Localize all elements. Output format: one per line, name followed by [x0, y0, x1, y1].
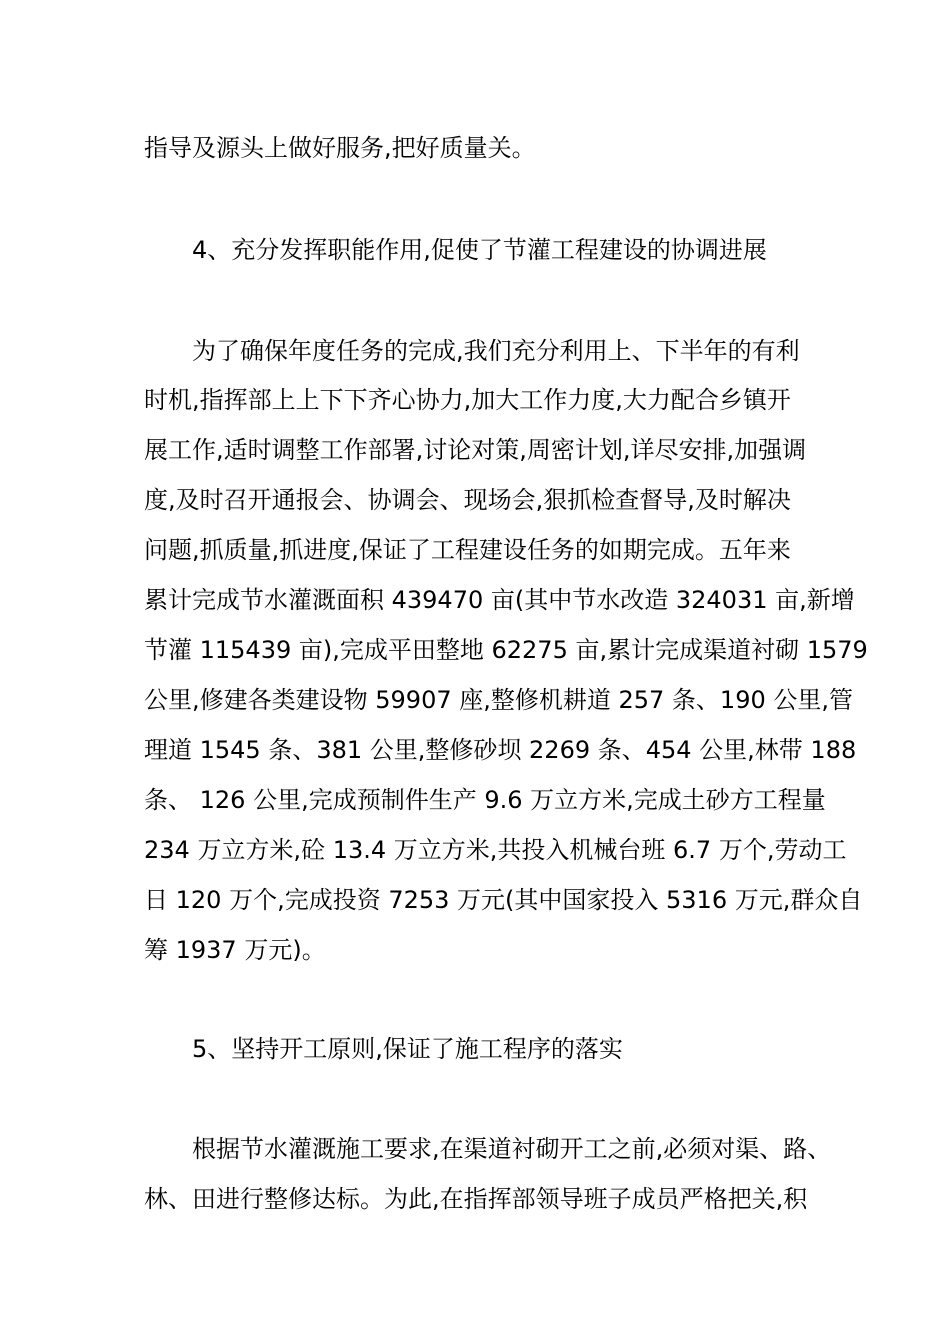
- paragraph-line: 展工作,适时调整工作部署,讨论对策,周密计划,详尽安排,加强调: [144, 436, 807, 464]
- paragraph-line: 为了确保年度任务的完成,我们充分利用上、下半年的有利: [192, 337, 800, 365]
- paragraph-line: 筹 1937 万元)。: [144, 936, 326, 964]
- paragraph-line: 理道 1545 条、381 公里,整修砂坝 2269 条、454 公里,林带 188: [144, 736, 857, 764]
- paragraph-line: 节灌 115439 亩),完成平田整地 62275 亩,累计完成渠道衬砌 1579: [144, 636, 868, 664]
- paragraph-line: 指导及源头上做好服务,把好质量关。: [144, 134, 536, 162]
- paragraph-line: 日 120 万个,完成投资 7253 万元(其中国家投入 5316 万元,群众自: [144, 886, 863, 914]
- section-heading-4: 4、充分发挥职能作用,促使了节灌工程建设的协调进展: [192, 236, 767, 264]
- paragraph-line: 234 万立方米,砼 13.4 万立方米,共投入机械台班 6.7 万个,劳动工: [144, 836, 847, 864]
- paragraph-line: 根据节水灌溉施工要求,在渠道衬砌开工之前,必须对渠、路、: [192, 1135, 832, 1163]
- paragraph-line: 问题,抓质量,抓进度,保证了工程建设任务的如期完成。五年来: [144, 536, 791, 564]
- paragraph-line: 公里,修建各类建设物 59907 座,整修机耕道 257 条、190 公里,管: [144, 686, 853, 714]
- paragraph-line: 时机,指挥部上上下下齐心协力,加大工作力度,大力配合乡镇开: [144, 386, 791, 414]
- paragraph-line: 度,及时召开通报会、协调会、现场会,狠抓检查督导,及时解决: [144, 486, 791, 514]
- paragraph-line: 累计完成节水灌溉面积 439470 亩(其中节水改造 324031 亩,新增: [144, 586, 855, 614]
- paragraph-line: 条、 126 公里,完成预制件生产 9.6 万立方米,完成土砂方工程量: [144, 786, 826, 814]
- section-heading-5: 5、坚持开工原则,保证了施工程序的落实: [192, 1035, 623, 1063]
- paragraph-line: 林、田进行整修达标。为此,在指挥部领导班子成员严格把关,积: [144, 1185, 808, 1213]
